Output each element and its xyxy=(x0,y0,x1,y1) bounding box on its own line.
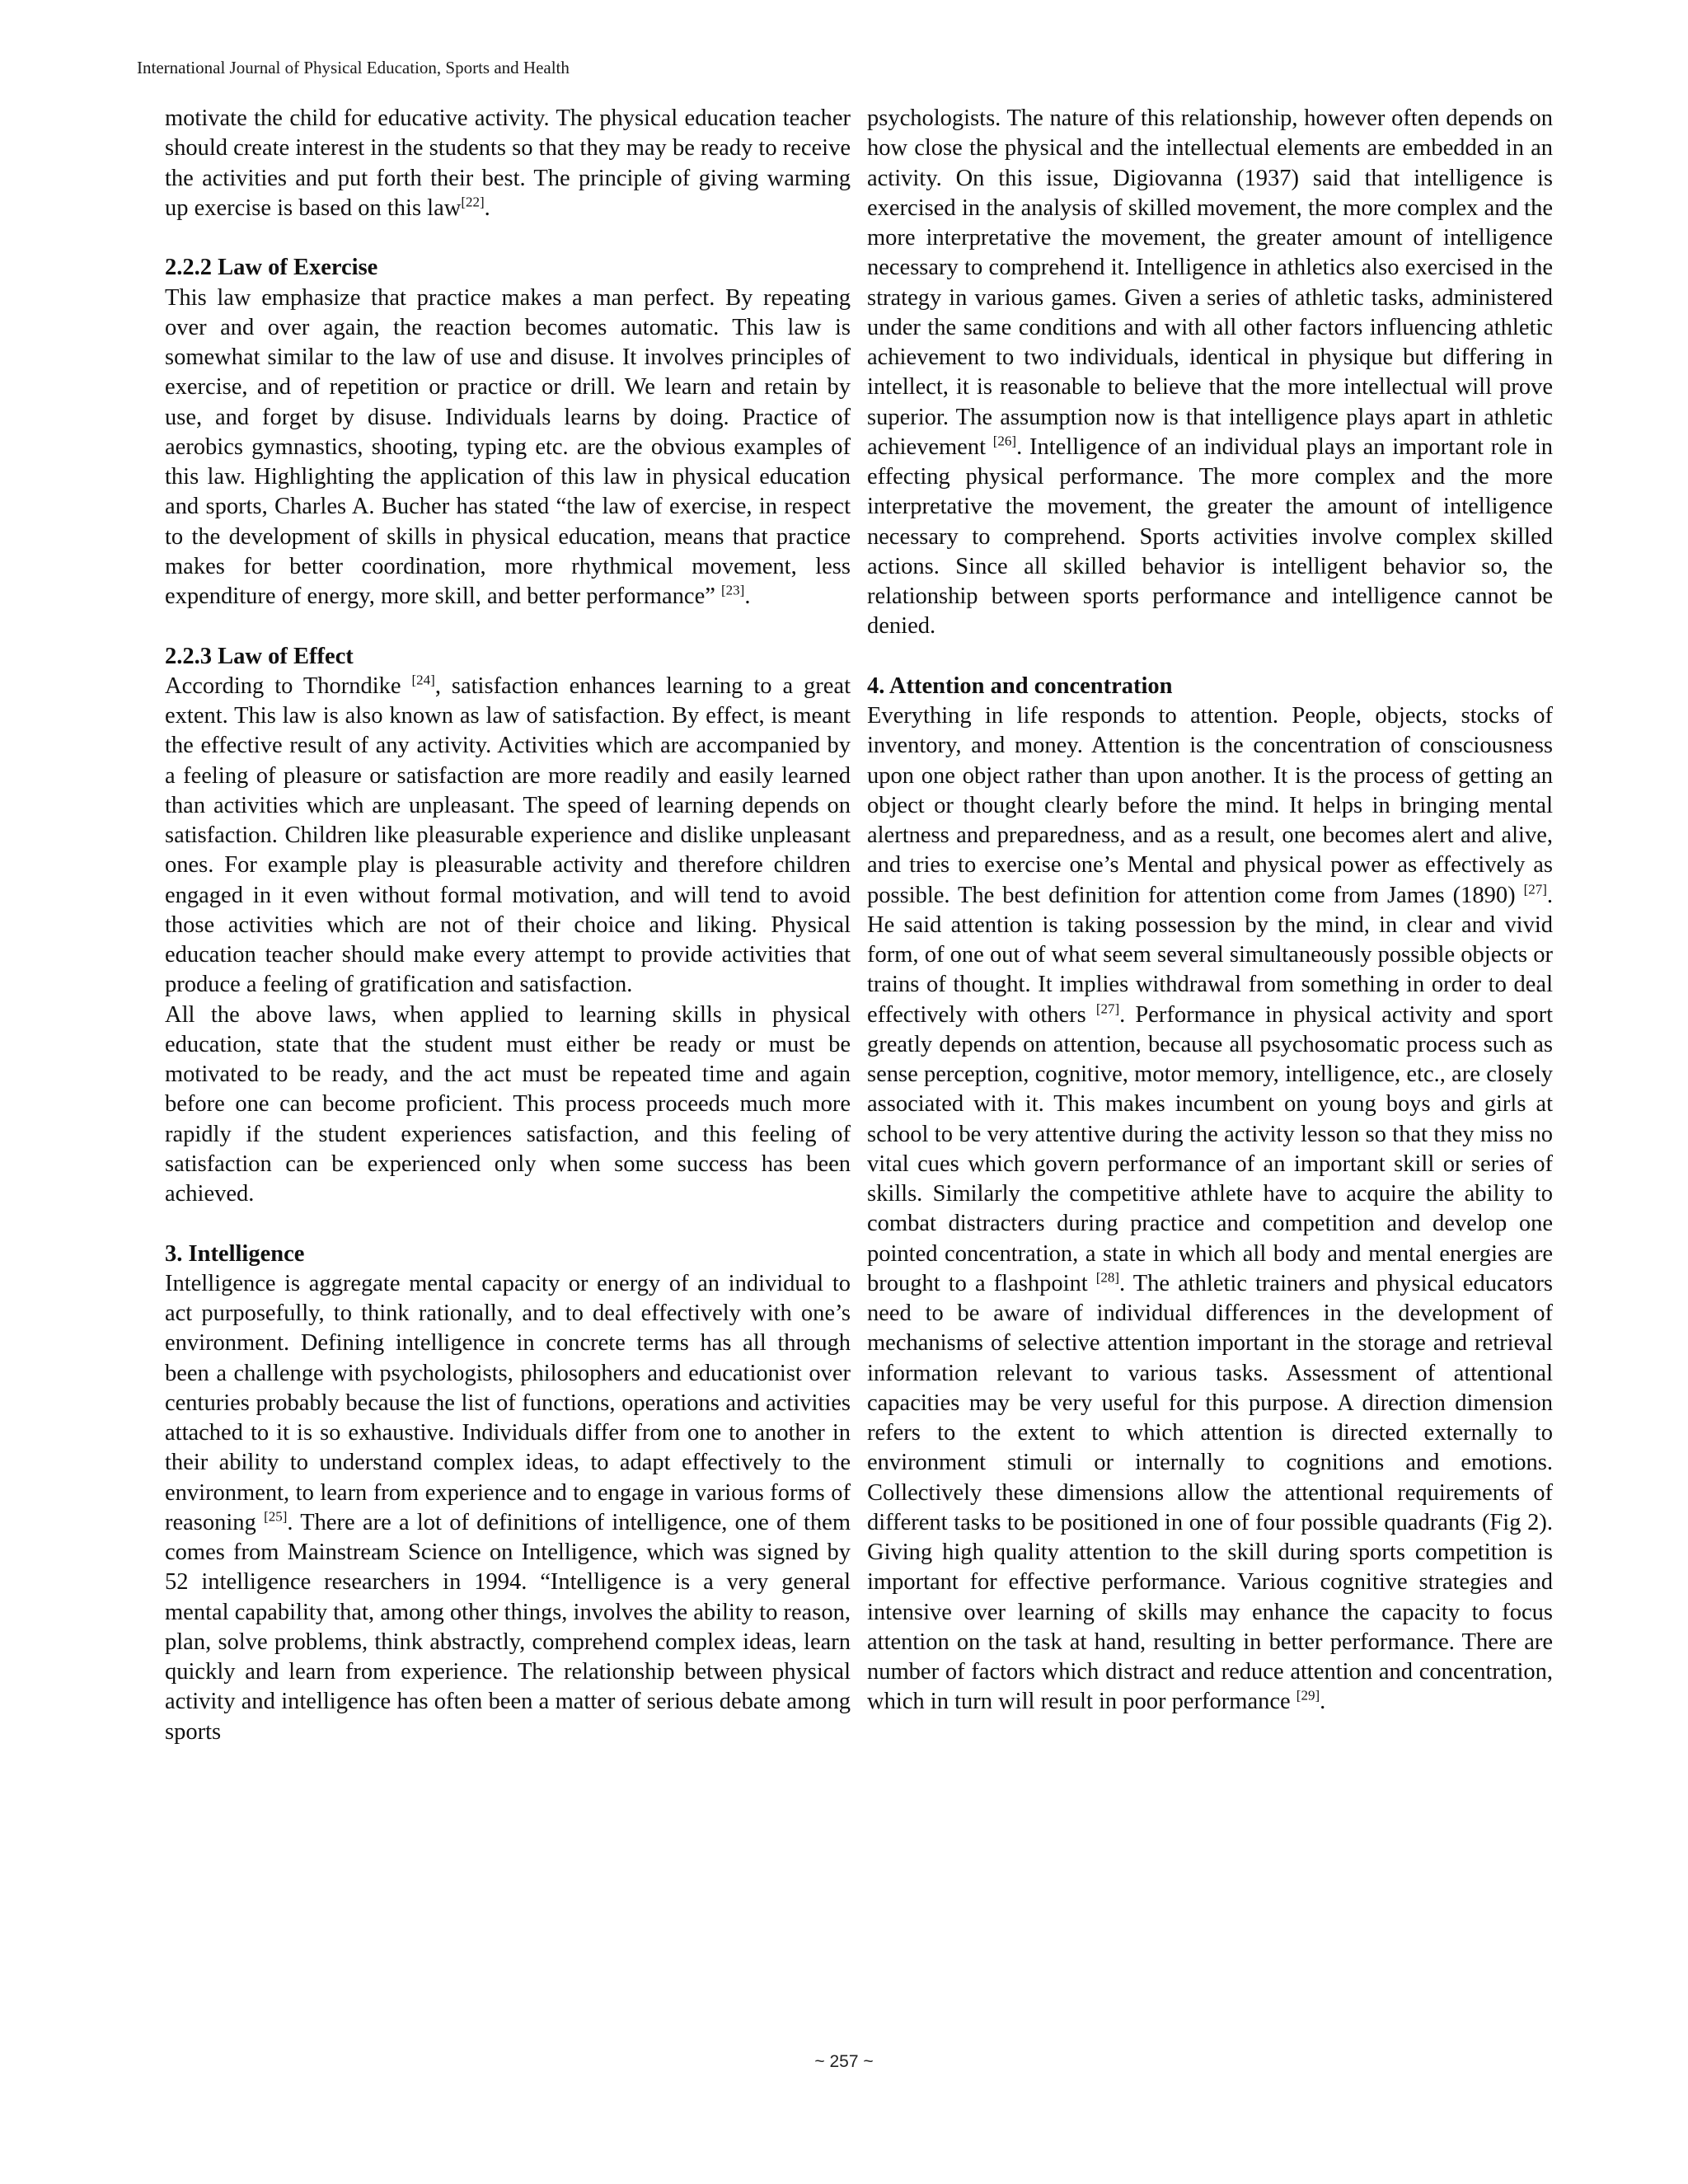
paragraph: psychologists. The nature of this relationship, however often depends on how close the physical and the intellectual elements are embedded in an activity. On this issue, Digiovanna (1937) said that intelligence is exercised in the analysis of skilled movement, the more complex and the more interpretative the movement, the greater amount of intelligence necessary to comprehend it. Intelligence in athletics also exercised in the strategy in various games. Given a series of athletic tasks, administered under the same conditions and with all other factors influencing athletic achievement to two individuals, identical in physique but differing in intellect, it is reasonable to believe that the more intellectual will prove superior. The assumption now is that intelligence plays apart in athletic achievement [26]. Intelligence of an individual plays an important role in effecting physical performance. The more complex and the more interpretative the movement, the greater the amount of intelligence necessary to comprehend. Sports activities involve complex skilled actions. Since all skilled behavior is intelligent behavior so, the relationship between sports performance and intelligence cannot be denied. xyxy=(867,105,1554,640)
citation: [25] xyxy=(264,1508,288,1525)
section-heading-law-of-effect: 2.2.3 Law of Effect xyxy=(165,643,354,669)
citation: [22] xyxy=(461,194,485,210)
citation: [23] xyxy=(721,582,745,598)
paragraph: Intelligence is aggregate mental capacity or energy of an individual to act purposefully, to think rationally, and to deal effectively with one’s environment. Defining intelligence in concrete terms has all through been a challenge with psychologists, philosophers and educationist over centuries probably because the list of functions, operations and activities attached to it is so exhaustive. Individuals differ from one to another in their ability to understand complex ideas, to adapt effectively to the environment, to learn from experience and to engage in various forms of reasoning [25]. There are a lot of definitions of intelligence, one of them comes from Mainstream Science on Intelligence, which was signed by 52 intelligence researchers in 1994. “Intelligence is a very general mental capability that, among other things, involves the ability to reason, plan, solve problems, think abstractly, comprehend complex ideas, learn quickly and learn from experience. The relationship between physical activity and intelligence has often been a matter of serious debate among sports xyxy=(165,1270,851,1745)
section-heading-intelligence: 3. Intelligence xyxy=(165,1240,305,1267)
paragraph: Everything in life responds to attention. People, objects, stocks of inventory, and money. Attention is the concentration of consciousness upon one object rather than upon another. It is the process of getting an object or thought clearly before the mind. It helps in bringing mental alertness and preparedness, and as a result, one becomes alert and alive, and tries to exercise one’s Mental and physical power as effectively as possible. The best definition for attention come from James (1890) [27]. He said attention is taking possession by the mind, in clear and vivid form, of one out of what seem several simultaneously possible objects or trains of thought. It implies withdrawal from something in order to deal effectively with others [27]. Performance in physical activity and sport greatly depends on attention, because all psychosomatic process such as sense perception, cognitive, motor memory, intelligence, etc., are closely associated with it. This makes incumbent on young boys and girls at school to be very attentive during the activity lesson so that they miss no vital cues which govern performance of an important skill or series of skills. Similarly the competitive athlete have to acquire the ability to combat distracters during practice and competition and develop one pointed concentration, a state in which all body and mental energies are brought to a flashpoint [28]. The athletic trainers and physical educators need to be aware of individual differences in the development of mechanisms of selective attention important in the storage and retrieval information relevant to various tasks. Assessment of attentional capacities may be very useful for this purpose. A direction dimension refers to the extent to which attention is directed externally to environment stimuli or internally to cognitions and emotions. Collectively these dimensions allow the attentional requirements of different tasks to be positioned in one of four possible quadrants (Fig 2). Giving high quality attention to the skill during sports competition is important for effective performance. Various cognitive strategies and intensive over learning of skills may enhance the capacity to focus attention on the task at hand, resulting in better performance. There are number of factors which distract and reduce attention and concentration, which in turn will result in poor performance [29]. xyxy=(867,703,1554,1715)
citation: [27] xyxy=(1523,881,1547,897)
citation: [27] xyxy=(1095,1001,1120,1016)
right-column xyxy=(867,104,1553,1718)
paragraph: motivate the child for educative activity. The physical education teacher should create interest in the students so that they may be ready to receive the activities and put forth their best. The principle of giving warming up exercise is based on this law[22]. xyxy=(165,105,851,221)
citation: [29] xyxy=(1296,1687,1320,1704)
section-heading-attention: 4. Attention and concentration xyxy=(867,673,1173,699)
citation: [28] xyxy=(1095,1269,1120,1286)
left-column xyxy=(165,104,851,1747)
page-number: ~ 257 ~ xyxy=(814,2052,874,2071)
running-head: International Journal of Physical Education, Sports and Health xyxy=(137,58,570,77)
paragraph: All the above laws, when applied to learning skills in physical education, state that the student must either be ready or must be motivated to be ready, and the act must be repeated time and again before one can become proficient. This process proceeds much more rapidly if the student experiences satisfaction, and this feeling of satisfaction can be experienced only when some success has been achieved. xyxy=(165,1001,851,1207)
section-heading-law-of-exercise: 2.2.2 Law of Exercise xyxy=(165,255,378,281)
citation: [24] xyxy=(411,672,435,688)
citation: [26] xyxy=(992,433,1017,449)
paragraph: This law emphasize that practice makes a man perfect. By repeating over and over again, the reaction becomes automatic. This law is somewhat similar to the law of use and disuse. It involves principles of exercise, and of repetition or practice or drill. We learn and retain by use, and forget by disuse. Individuals learns by doing. Practice of aerobics gymnastics, shooting, typing etc. are the obvious examples of this law. Highlighting the application of this law in physical education and sports, Charles A. Bucher has stated “the law of exercise, in respect to the development of skills in physical education, means that practice makes for better coordination, more rhythmical movement, less expenditure of energy, more skill, and better performance” [23]. xyxy=(165,284,851,609)
paragraph: According to Thorndike [24], satisfaction enhances learning to a great extent. This law is also known as law of satisfaction. By effect, is meant the effective result of any activity. Activities which are accompanied by a feeling of pleasure or satisfaction are more readily and easily learned than activities which are unpleasant. The speed of learning depends on satisfaction. Children like pleasurable experience and dislike unpleasant ones. For example play is pleasurable activity and therefore children engaged in it even without formal motivation, and will tend to avoid those activities which are not of their choice and liking. Physical education teacher should make every attempt to provide activities that produce a feeling of gratification and satisfaction. xyxy=(165,672,851,998)
